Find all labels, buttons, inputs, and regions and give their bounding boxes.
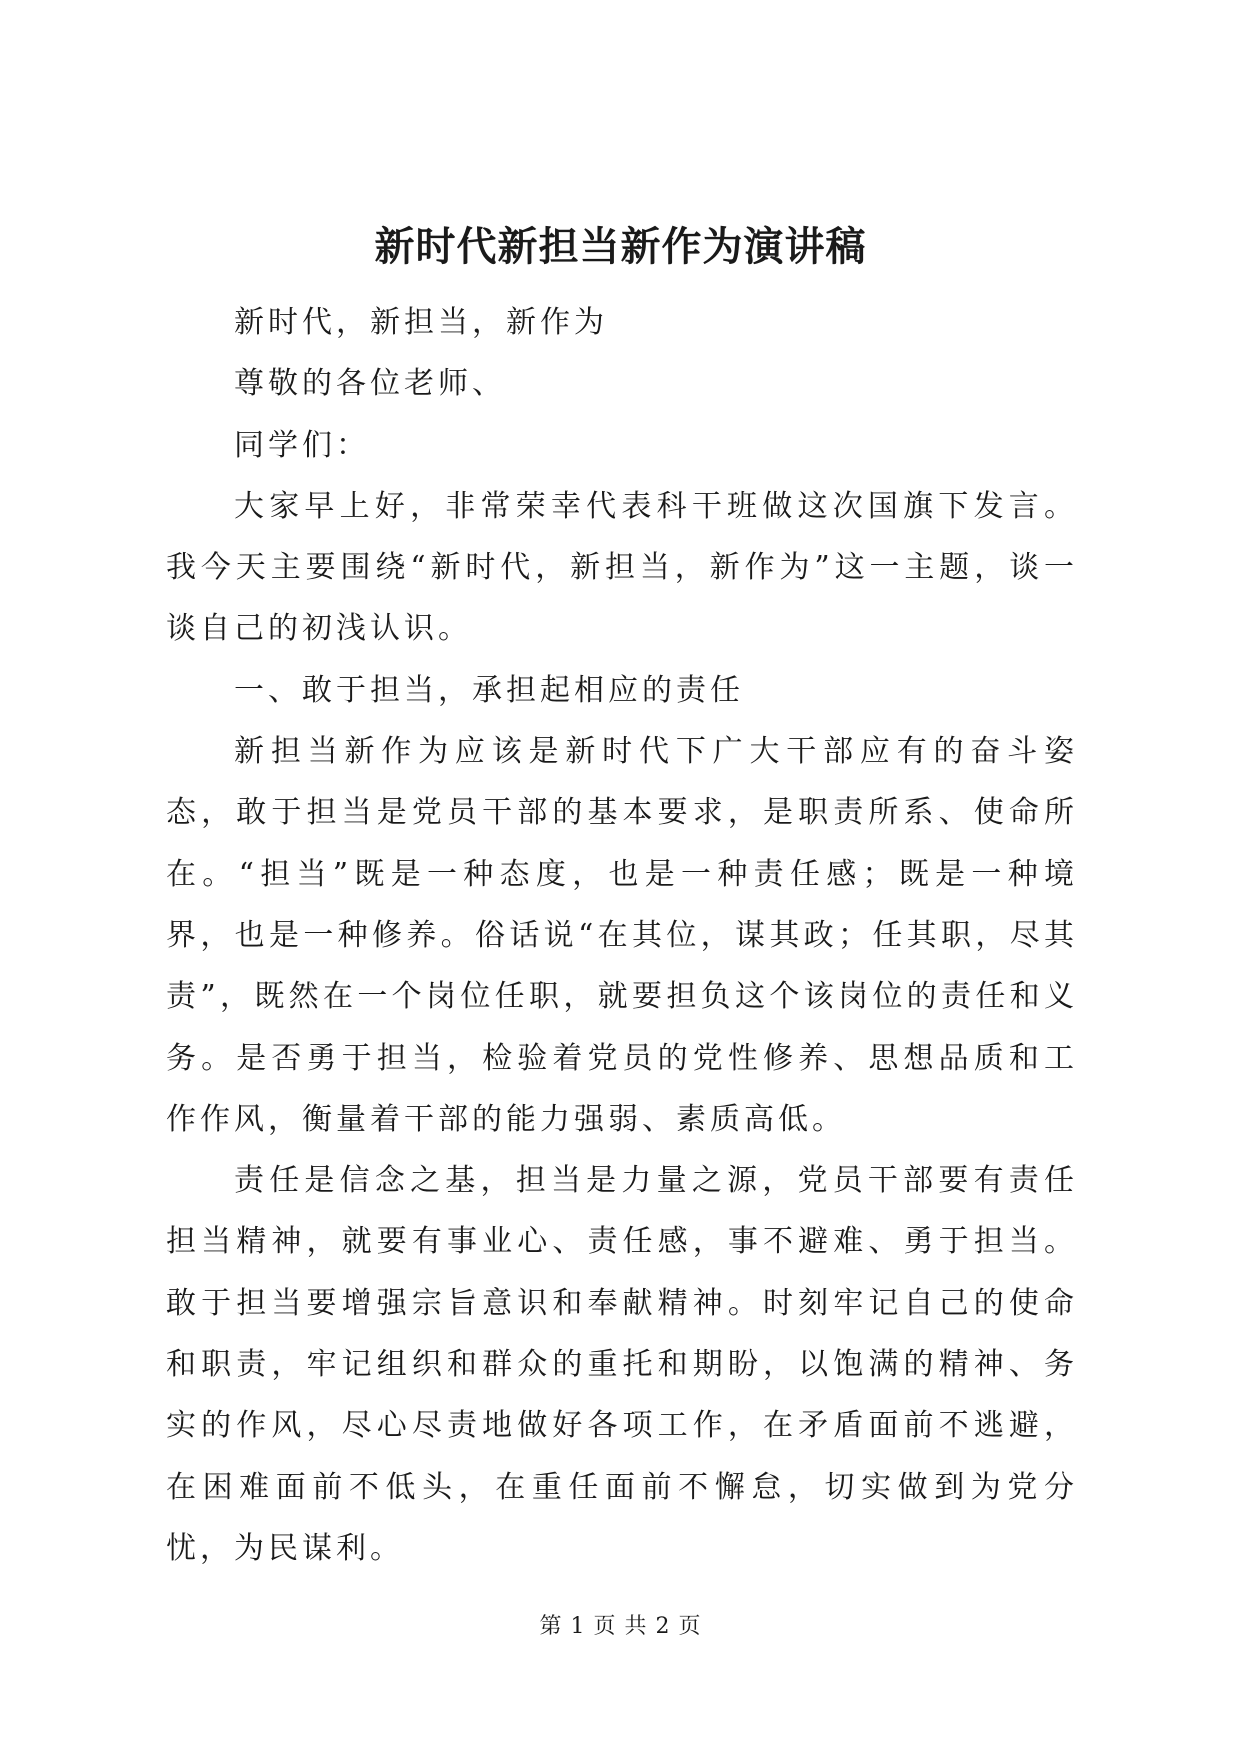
paragraph-body-1: 新担当新作为应该是新时代下广大干部应有的奋斗姿态，敢于担当是党员干部的基本要求，是职责所系、使命所在。“担当”既是一种态度，也是一种责任感；既是一种境界，也是一种修养。俗话说“在其位，谋其政；任其职，尽其责”，既然在一个岗位任职，就要担负这个该岗位的责任和义务。是否勇于担当，检验着党员的党性修养、思想品质和工作作风，衡量着干部的能力强弱、素质高低。 [166,734,1078,1137]
paragraph-subtitle: 新时代，新担当，新作为 [234,305,608,340]
page-number-footer: 第 1 页 共 2 页 [539,1614,702,1639]
section-heading-1: 一、敢于担当，承担起相应的责任 [234,672,744,708]
paragraph-salutation-2: 同学们： [234,427,370,463]
paragraph-salutation-1: 尊敬的各位老师、 [234,366,506,402]
document-body [166,292,1078,1579]
document-title: 新时代新担当新作为演讲稿 [374,223,867,270]
paragraph-intro: 大家早上好，非常荣幸代表科干班做这次国旗下发言。我今天主要围绕“新时代，新担当，新作为”这一主题，谈一谈自己的初浅认识。 [166,488,1078,647]
paragraph-body-2: 责任是信念之基，担当是力量之源，党员干部要有责任担当精神，就要有事业心、责任感，事不避难、勇于担当。敢于担当要增强宗旨意识和奉献精神。时刻牢记自己的使命和职责，牢记组织和群众的重托和期盼，以饱满的精神、务实的作风，尽心尽责地做好各项工作，在矛盾面前不逃避，在困难面前不低头，在重任面前不懈怠，切实做到为党分忧，为民谋利。 [166,1163,1078,1566]
